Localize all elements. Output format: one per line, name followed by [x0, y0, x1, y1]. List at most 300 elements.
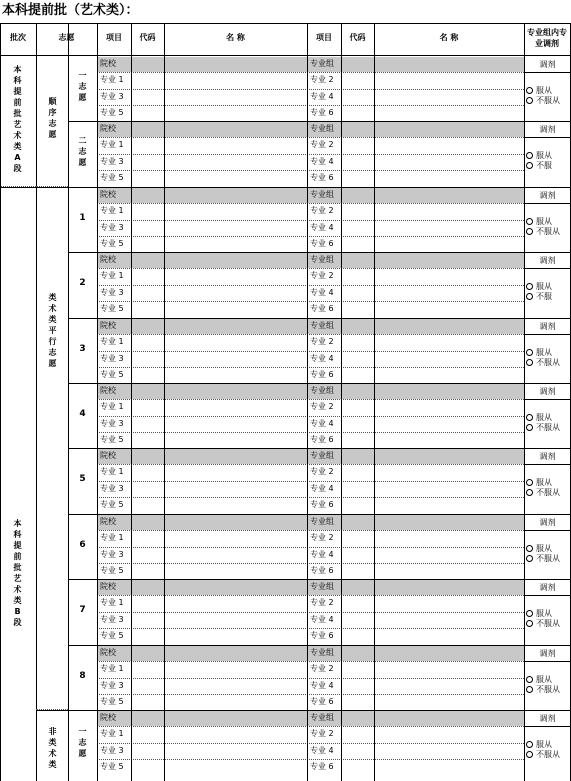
name-input[interactable] [165, 515, 306, 529]
code-input[interactable] [132, 221, 163, 235]
radio-circle-icon[interactable] [526, 620, 533, 627]
obey-label: 服从 [536, 86, 552, 95]
code-input[interactable] [132, 73, 163, 87]
code-input[interactable] [342, 498, 373, 512]
code-input[interactable] [132, 286, 163, 300]
code-input[interactable] [342, 286, 373, 300]
code-input[interactable] [132, 465, 163, 479]
code-input[interactable] [132, 171, 163, 185]
code-input[interactable] [132, 564, 163, 578]
block-border [68, 448, 571, 449]
code-input[interactable] [342, 138, 373, 152]
code-input[interactable] [342, 90, 373, 104]
code-input[interactable] [342, 171, 373, 185]
obey-radio[interactable] [526, 282, 552, 291]
code-input[interactable] [132, 679, 163, 693]
name-input[interactable] [165, 384, 306, 398]
not-obey-radio[interactable] [526, 161, 552, 170]
radio-circle-icon[interactable] [526, 293, 533, 300]
name-input[interactable] [375, 465, 523, 479]
name-input[interactable] [375, 417, 523, 431]
row-label-school: 院校 [100, 713, 116, 722]
code-input[interactable] [132, 188, 163, 202]
row-divider [97, 105, 524, 106]
name-input[interactable] [375, 662, 523, 676]
code-input[interactable] [342, 580, 373, 594]
code-input[interactable] [342, 352, 373, 366]
name-input[interactable] [165, 368, 306, 382]
code-input[interactable] [342, 744, 373, 758]
name-input[interactable] [165, 727, 306, 741]
name-input[interactable] [375, 433, 523, 447]
obey-radio[interactable] [526, 675, 552, 684]
adjust-label: 调剂 [539, 387, 556, 396]
row-label-major2: 专业 2 [310, 729, 334, 738]
name-input[interactable] [375, 580, 523, 594]
code-input[interactable] [342, 596, 373, 610]
name-input[interactable] [375, 596, 523, 610]
name-input[interactable] [375, 613, 523, 627]
batch-a-label: 本科提前批艺术类A段 [13, 65, 22, 173]
code-input[interactable] [342, 57, 373, 71]
name-input[interactable] [375, 106, 523, 120]
name-input[interactable] [375, 695, 523, 709]
row-label-major4: 专业 4 [310, 419, 334, 428]
code-input[interactable] [132, 417, 163, 431]
code-input[interactable] [342, 253, 373, 267]
name-input[interactable] [165, 106, 306, 120]
code-input[interactable] [342, 662, 373, 676]
radio-circle-icon[interactable] [526, 555, 533, 562]
code-input[interactable] [342, 221, 373, 235]
obey-radio[interactable] [526, 413, 552, 422]
radio-circle-icon[interactable] [526, 676, 533, 683]
code-input[interactable] [342, 269, 373, 283]
not-obey-radio[interactable] [526, 750, 560, 759]
code-input[interactable] [132, 302, 163, 316]
parallel-number: 1 [79, 213, 86, 223]
row-divider [97, 726, 524, 727]
adjust-divider [524, 530, 570, 531]
radio-circle-icon[interactable] [526, 87, 533, 94]
code-input[interactable] [342, 564, 373, 578]
code-input[interactable] [342, 384, 373, 398]
code-input[interactable] [342, 613, 373, 627]
name-input[interactable] [165, 57, 306, 71]
code-input[interactable] [342, 548, 373, 562]
not-obey-radio[interactable] [526, 685, 560, 694]
obey-radio[interactable] [526, 478, 552, 487]
row-label-major2: 专业 2 [310, 598, 334, 607]
code-input[interactable] [342, 727, 373, 741]
code-input[interactable] [132, 90, 163, 104]
row-label-major2: 专业 2 [310, 75, 334, 84]
radio-circle-icon[interactable] [526, 741, 533, 748]
name-input[interactable] [375, 188, 523, 202]
name-input[interactable] [375, 646, 523, 660]
code-input[interactable] [132, 613, 163, 627]
adjust-divider [524, 334, 570, 335]
name-input[interactable] [165, 335, 306, 349]
adjust-label: 调剂 [539, 125, 556, 134]
row-label-major5: 专业 5 [100, 762, 124, 771]
name-input[interactable] [165, 760, 306, 774]
name-input[interactable] [375, 335, 523, 349]
name-input[interactable] [375, 90, 523, 104]
name-input[interactable] [375, 482, 523, 496]
code-input[interactable] [132, 760, 163, 774]
code-input[interactable] [132, 204, 163, 218]
code-input[interactable] [132, 269, 163, 283]
adjust-label: 调剂 [539, 256, 556, 265]
row-label-major3: 专业 3 [100, 223, 124, 232]
row-label-major1: 专业 1 [100, 271, 124, 280]
obey-label: 服从 [536, 478, 552, 487]
row-label-major6: 专业 6 [310, 762, 334, 771]
code-input[interactable] [342, 629, 373, 643]
code-input[interactable] [132, 531, 163, 545]
name-input[interactable] [165, 400, 306, 414]
code-input[interactable] [132, 352, 163, 366]
row-label-group: 专业组 [310, 517, 334, 526]
obey-label: 服从 [536, 675, 552, 684]
not-obey-radio[interactable] [526, 96, 560, 105]
name-input[interactable] [375, 204, 523, 218]
code-input[interactable] [132, 449, 163, 463]
block-border [68, 514, 571, 515]
code-input[interactable] [132, 711, 163, 725]
not-obey-label: 不服从 [536, 488, 560, 497]
obey-radio[interactable] [526, 609, 552, 618]
adjust-divider [524, 595, 570, 596]
row-divider [97, 268, 524, 269]
code-input[interactable] [342, 417, 373, 431]
code-input[interactable] [132, 596, 163, 610]
code-input[interactable] [132, 319, 163, 333]
row-label-major3: 专业 3 [100, 288, 124, 297]
row-divider [97, 367, 524, 368]
radio-circle-icon[interactable] [526, 489, 533, 496]
row-label-major3: 专业 3 [100, 681, 124, 690]
adjust-divider [524, 268, 570, 269]
radio-circle-icon[interactable] [526, 97, 533, 104]
code-input[interactable] [132, 646, 163, 660]
row-label-major1: 专业 1 [100, 140, 124, 149]
name-input[interactable] [375, 319, 523, 333]
adjust-label: 调剂 [539, 583, 556, 592]
name-input[interactable] [375, 302, 523, 316]
not-obey-radio[interactable] [526, 488, 560, 497]
name-input[interactable] [375, 269, 523, 283]
name-input[interactable] [165, 269, 306, 283]
code-input[interactable] [342, 188, 373, 202]
code-input[interactable] [132, 695, 163, 709]
radio-circle-icon[interactable] [526, 283, 533, 290]
code-input[interactable] [132, 155, 163, 169]
not-obey-label: 不服从 [536, 685, 560, 694]
row-label-school: 院校 [100, 255, 116, 264]
name-input[interactable] [165, 580, 306, 594]
obey-radio[interactable] [526, 740, 552, 749]
code-input[interactable] [132, 138, 163, 152]
name-input[interactable] [375, 515, 523, 529]
name-input[interactable] [165, 352, 306, 366]
row-divider [97, 334, 524, 335]
row-label-major5: 专业 5 [100, 566, 124, 575]
name-input[interactable] [375, 498, 523, 512]
code-input[interactable] [342, 760, 373, 774]
code-input[interactable] [342, 482, 373, 496]
name-input[interactable] [165, 465, 306, 479]
code-input[interactable] [132, 253, 163, 267]
row-divider [97, 743, 524, 744]
name-input[interactable] [375, 138, 523, 152]
obey-radio[interactable] [526, 348, 552, 357]
name-input[interactable] [375, 531, 523, 545]
code-input[interactable] [342, 646, 373, 660]
header-item-2: 项目 [316, 33, 332, 42]
name-input[interactable] [165, 646, 306, 660]
row-label-major4: 专业 4 [310, 288, 334, 297]
row-divider [97, 236, 524, 237]
name-input[interactable] [165, 564, 306, 578]
name-input[interactable] [165, 122, 306, 136]
name-input[interactable] [165, 155, 306, 169]
name-input[interactable] [375, 727, 523, 741]
section-divider [36, 186, 68, 187]
obey-radio[interactable] [526, 544, 552, 553]
code-input[interactable] [132, 662, 163, 676]
name-input[interactable] [165, 90, 306, 104]
name-input[interactable] [165, 498, 306, 512]
name-input[interactable] [165, 221, 306, 235]
row-label-major2: 专业 2 [310, 533, 334, 542]
radio-circle-icon[interactable] [526, 545, 533, 552]
name-input[interactable] [165, 188, 306, 202]
row-label-group: 专业组 [310, 321, 334, 330]
row-divider [97, 694, 524, 695]
row-label-major5: 专业 5 [100, 239, 124, 248]
name-input[interactable] [165, 662, 306, 676]
code-input[interactable] [132, 482, 163, 496]
code-input[interactable] [342, 237, 373, 251]
radio-circle-icon[interactable] [526, 686, 533, 693]
row-divider [97, 661, 524, 662]
sequential-wish-label: 顺序志愿 [48, 97, 57, 139]
name-input[interactable] [165, 548, 306, 562]
code-input[interactable] [342, 319, 373, 333]
name-input[interactable] [375, 400, 523, 414]
name-input[interactable] [375, 352, 523, 366]
second-wish-label: 二志愿 [78, 136, 87, 167]
header-batch: 批次 [10, 33, 26, 42]
block-border [68, 318, 571, 319]
radio-circle-icon[interactable] [526, 218, 533, 225]
name-input[interactable] [165, 613, 306, 627]
obey-label: 服从 [536, 282, 552, 291]
row-label-school: 院校 [100, 321, 116, 330]
radio-circle-icon[interactable] [526, 479, 533, 486]
obey-label: 服从 [536, 217, 552, 226]
radio-circle-icon[interactable] [526, 414, 533, 421]
row-divider [97, 497, 524, 498]
code-input[interactable] [132, 400, 163, 414]
name-input[interactable] [165, 237, 306, 251]
code-input[interactable] [342, 433, 373, 447]
code-input[interactable] [132, 335, 163, 349]
code-input[interactable] [342, 531, 373, 545]
not-obey-radio[interactable] [526, 423, 560, 432]
code-input[interactable] [342, 465, 373, 479]
row-label-major6: 专业 6 [310, 435, 334, 444]
code-input[interactable] [342, 449, 373, 463]
radio-circle-icon[interactable] [526, 152, 533, 159]
name-input[interactable] [165, 449, 306, 463]
radio-circle-icon[interactable] [526, 162, 533, 169]
row-label-major4: 专业 4 [310, 681, 334, 690]
row-label-major4: 专业 4 [310, 354, 334, 363]
code-input[interactable] [342, 204, 373, 218]
adjust-label: 调剂 [539, 452, 556, 461]
code-input[interactable] [342, 711, 373, 725]
radio-circle-icon[interactable] [526, 610, 533, 617]
code-input[interactable] [342, 695, 373, 709]
code-input[interactable] [132, 498, 163, 512]
obey-radio[interactable] [526, 86, 552, 95]
radio-circle-icon[interactable] [526, 359, 533, 366]
radio-circle-icon[interactable] [526, 424, 533, 431]
name-input[interactable] [165, 319, 306, 333]
code-input[interactable] [342, 155, 373, 169]
name-input[interactable] [165, 531, 306, 545]
row-label-major6: 专业 6 [310, 173, 334, 182]
code-input[interactable] [342, 515, 373, 529]
code-input[interactable] [342, 400, 373, 414]
obey-radio[interactable] [526, 151, 552, 160]
code-input[interactable] [342, 335, 373, 349]
name-input[interactable] [165, 679, 306, 693]
name-input[interactable] [165, 744, 306, 758]
first-wish-label: 一志愿 [78, 727, 87, 758]
code-input[interactable] [132, 384, 163, 398]
name-input[interactable] [375, 744, 523, 758]
code-input[interactable] [132, 237, 163, 251]
code-input[interactable] [132, 122, 163, 136]
name-input[interactable] [375, 253, 523, 267]
code-input[interactable] [132, 727, 163, 741]
not-obey-radio[interactable] [526, 554, 560, 563]
code-input[interactable] [342, 368, 373, 382]
name-input[interactable] [375, 564, 523, 578]
name-input[interactable] [375, 73, 523, 87]
row-label-group: 专业组 [310, 451, 334, 460]
name-input[interactable] [165, 138, 306, 152]
name-input[interactable] [165, 73, 306, 87]
name-input[interactable] [375, 548, 523, 562]
name-input[interactable] [165, 482, 306, 496]
name-input[interactable] [165, 433, 306, 447]
name-input[interactable] [165, 629, 306, 643]
name-input[interactable] [375, 760, 523, 774]
name-input[interactable] [375, 57, 523, 71]
row-divider [97, 678, 524, 679]
name-input[interactable] [375, 384, 523, 398]
name-input[interactable] [375, 155, 523, 169]
row-divider [97, 220, 524, 221]
not-obey-radio[interactable] [526, 619, 560, 628]
name-input[interactable] [165, 302, 306, 316]
code-input[interactable] [342, 679, 373, 693]
radio-circle-icon[interactable] [526, 751, 533, 758]
block-border [68, 645, 571, 646]
name-input[interactable] [375, 711, 523, 725]
code-input[interactable] [132, 368, 163, 382]
code-input[interactable] [132, 57, 163, 71]
name-input[interactable] [165, 253, 306, 267]
not-obey-radio[interactable] [526, 227, 560, 236]
row-label-major6: 专业 6 [310, 370, 334, 379]
name-input[interactable] [375, 221, 523, 235]
name-input[interactable] [165, 711, 306, 725]
row-divider [97, 547, 524, 548]
name-input[interactable] [165, 695, 306, 709]
row-label-group: 专业组 [310, 386, 334, 395]
row-divider [97, 351, 524, 352]
code-input[interactable] [132, 629, 163, 643]
not-obey-label: 不服 [536, 292, 552, 301]
code-input[interactable] [342, 73, 373, 87]
code-input[interactable] [132, 106, 163, 120]
code-input[interactable] [342, 122, 373, 136]
block-border [68, 121, 571, 122]
name-input[interactable] [375, 286, 523, 300]
obey-label: 服从 [536, 413, 552, 422]
name-input[interactable] [375, 629, 523, 643]
code-input[interactable] [342, 106, 373, 120]
code-input[interactable] [342, 302, 373, 316]
name-input[interactable] [375, 237, 523, 251]
not-obey-radio[interactable] [526, 358, 560, 367]
name-input[interactable] [375, 171, 523, 185]
obey-label: 服从 [536, 609, 552, 618]
radio-circle-icon[interactable] [526, 349, 533, 356]
name-input[interactable] [375, 122, 523, 136]
adjust-label: 调剂 [539, 322, 556, 331]
name-input[interactable] [165, 171, 306, 185]
name-input[interactable] [375, 679, 523, 693]
radio-circle-icon[interactable] [526, 228, 533, 235]
first-wish-label: 一志愿 [78, 71, 87, 102]
name-input[interactable] [165, 417, 306, 431]
row-label-group: 专业组 [310, 190, 334, 199]
code-input[interactable] [132, 744, 163, 758]
row-label-major1: 专业 1 [100, 75, 124, 84]
obey-radio[interactable] [526, 217, 552, 226]
header-code: 代码 [139, 33, 156, 42]
code-input[interactable] [132, 580, 163, 594]
code-input[interactable] [132, 515, 163, 529]
name-input[interactable] [375, 368, 523, 382]
name-input[interactable] [375, 449, 523, 463]
name-input[interactable] [165, 204, 306, 218]
code-input[interactable] [132, 433, 163, 447]
obey-label: 服从 [536, 151, 552, 160]
not-obey-radio[interactable] [526, 292, 552, 301]
row-label-major2: 专业 2 [310, 206, 334, 215]
name-input[interactable] [165, 286, 306, 300]
code-input[interactable] [132, 548, 163, 562]
name-input[interactable] [165, 596, 306, 610]
